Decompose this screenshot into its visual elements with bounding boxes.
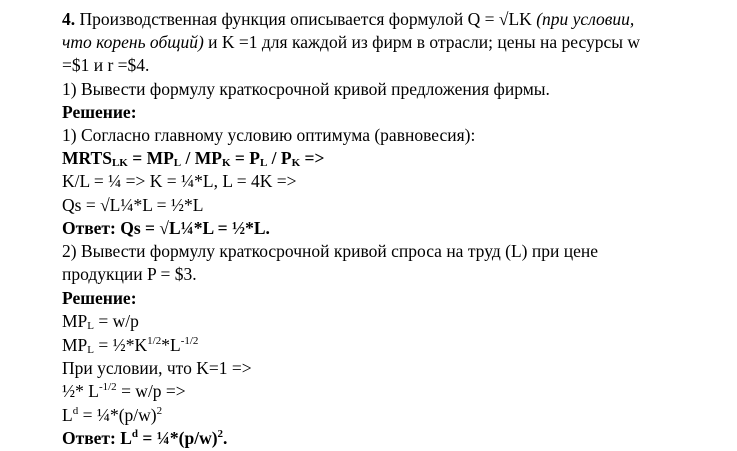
question-2-line-2: продукции P = $3.: [62, 264, 197, 284]
solution-1-line-4: Qs = √L¼*L = ½*L: [62, 195, 204, 215]
problem-text-2: и K =1 для каждой из фирм в отрасли; цены на ресурсы w: [203, 32, 641, 52]
l-term: *L: [161, 335, 181, 355]
mpl-equation-1: [62, 310, 139, 332]
mrts-term: MRTS: [62, 148, 112, 168]
problem-statement-line-2: [62, 31, 640, 53]
answer-2: [62, 427, 227, 449]
pl-term: = P: [230, 148, 260, 168]
square-exponent: 2: [217, 428, 224, 440]
problem-statement-line-3: =$1 и r =$4.: [62, 55, 150, 75]
labor-demand-equation: [62, 404, 162, 426]
solution-1-line-1: 1) Согласно главному условию оптимума (равновесия):: [62, 125, 476, 145]
l-exponent: -1/2: [98, 381, 117, 393]
question-2-line-1: 2) Вывести формулу краткосрочной кривой спроса на труд (L) при цене: [62, 241, 598, 261]
mrts-equation: [62, 147, 325, 169]
ld-superscript: d: [131, 428, 139, 440]
implies-arrow: =>: [300, 148, 325, 168]
condition-line: При условии, что K=1 =>: [62, 358, 252, 378]
mpl-sub: L: [87, 320, 95, 332]
pk-sub: K: [291, 157, 301, 169]
ld-rhs: = ¼*(p/w): [78, 405, 157, 425]
mpl-rhs: = w/p: [94, 311, 139, 331]
problem-text: Производственная функция описывается формулой Q = √LK: [75, 9, 537, 29]
mpl-term: = MP: [127, 148, 174, 168]
solution-label-2: Решение:: [62, 288, 137, 308]
ld-term: L: [115, 428, 132, 448]
answer-1: [62, 217, 270, 239]
mpl-term: MP: [62, 335, 88, 355]
k-exponent: 1/2: [147, 335, 162, 347]
half-l-term: ½* L: [62, 381, 99, 401]
problem-number: 4.: [62, 9, 76, 29]
l-exponent: -1/2: [180, 335, 199, 347]
pk-term: / P: [267, 148, 292, 168]
square-exponent: 2: [156, 405, 163, 417]
pl-sub: L: [259, 157, 268, 169]
mpk-sub: K: [221, 157, 231, 169]
k-term: = ½*K: [94, 335, 148, 355]
solution-1-line-3: K/L = ¼ => K = ¼*L, L = 4K =>: [62, 171, 297, 191]
ld-rhs: = ¼*(p/w): [138, 428, 218, 448]
problem-statement-line-1: [62, 8, 634, 30]
mpl-term: MP: [62, 311, 88, 331]
answer-label-2: Ответ:: [62, 428, 116, 448]
ld-term: L: [62, 405, 73, 425]
mpl-equation-2: [62, 334, 198, 356]
answer-label-1: Ответ:: [62, 218, 116, 238]
answer-text-1: Qs = √L¼*L = ½*L.: [115, 218, 270, 238]
solution-label-1: Решение:: [62, 102, 137, 122]
mpk-term: / MP: [181, 148, 222, 168]
mpl-sub: L: [173, 157, 182, 169]
question-1: 1) Вывести формулу краткосрочной кривой предложения фирмы.: [62, 79, 550, 99]
answer-period: .: [223, 428, 228, 448]
equation-half-l: [62, 380, 186, 402]
problem-condition-italic: (при условии,: [536, 9, 635, 29]
mrts-sub: LK: [111, 157, 128, 169]
ld-superscript: d: [72, 405, 79, 417]
problem-condition-italic-2: что корень общий): [62, 32, 204, 52]
equation-rhs: = w/p =>: [116, 381, 186, 401]
mpl-sub: L: [87, 344, 95, 356]
